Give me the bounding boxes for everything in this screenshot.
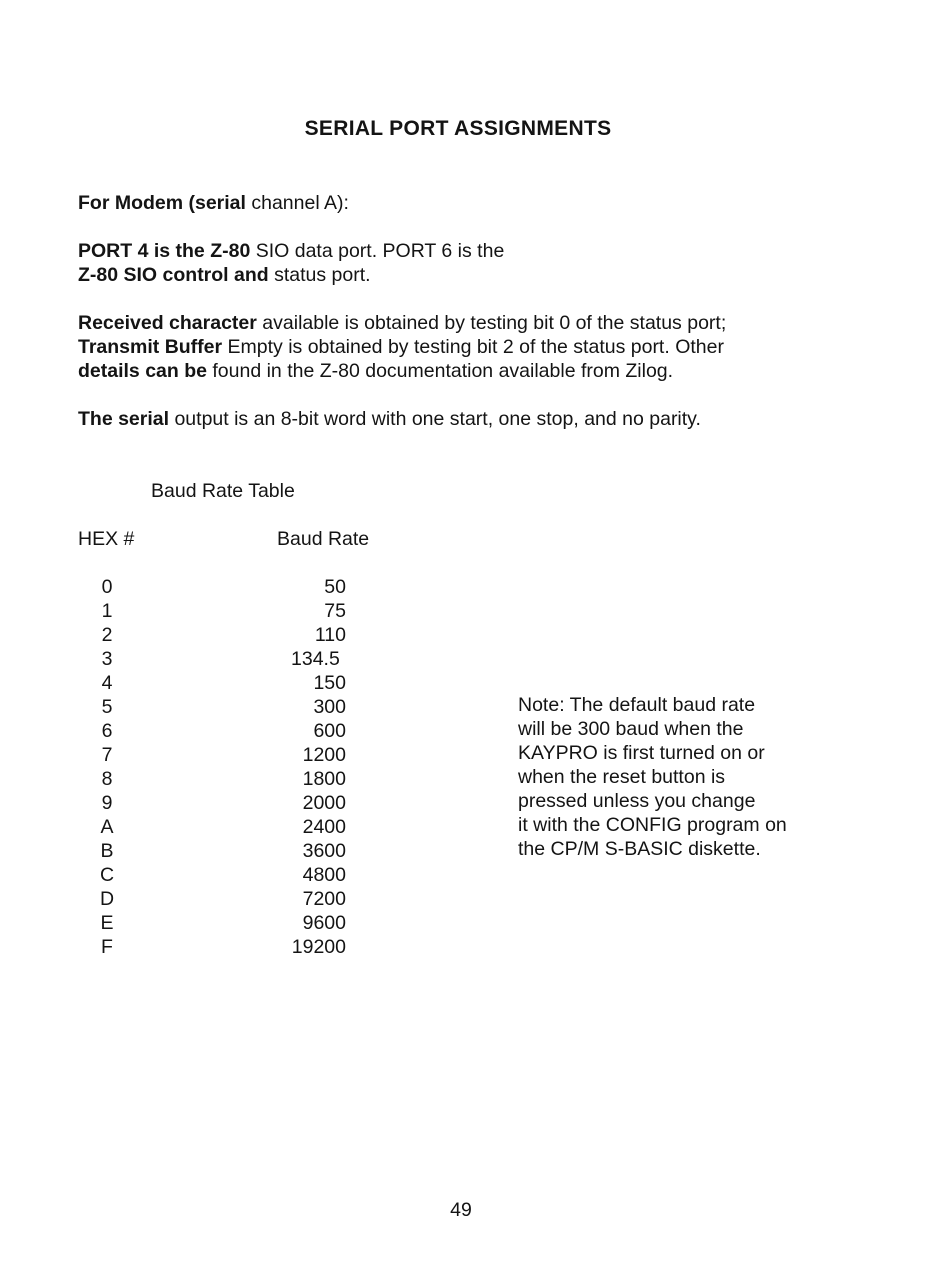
table-row bbox=[78, 791, 378, 815]
hex-cell: 0 bbox=[101, 576, 113, 598]
hex-cell: C bbox=[100, 864, 115, 886]
hex-cell: E bbox=[100, 912, 114, 934]
table-row bbox=[78, 935, 378, 959]
baud-cell: 134.5 bbox=[291, 648, 340, 670]
note-line: it with the CONFIG program on bbox=[518, 814, 787, 836]
table-row bbox=[78, 887, 378, 911]
table-row bbox=[78, 575, 378, 599]
page-number: 49 bbox=[450, 1199, 472, 1221]
modem-heading-rest: channel A): bbox=[245, 192, 349, 214]
baud-cell: 9600 bbox=[302, 912, 346, 934]
baud-cell: 4800 bbox=[302, 864, 346, 886]
baud-cell: 75 bbox=[324, 600, 346, 622]
hex-cell: D bbox=[100, 888, 115, 910]
note-line: the CP/M S-BASIC diskette. bbox=[518, 838, 761, 860]
hex-cell: 1 bbox=[101, 600, 113, 622]
hex-cell: F bbox=[101, 936, 113, 958]
baud-cell: 150 bbox=[313, 672, 346, 694]
baud-cell: 19200 bbox=[291, 936, 346, 958]
modem-heading bbox=[78, 191, 848, 215]
table-row bbox=[78, 911, 378, 935]
serial-output-rest: output is an 8-bit word with one start, one stop, and no parity. bbox=[169, 408, 701, 430]
ports-line-1-rest: SIO data port. PORT 6 is the bbox=[250, 240, 505, 262]
status-line-1 bbox=[78, 311, 848, 335]
page-title: SERIAL PORT ASSIGNMENTS bbox=[304, 117, 612, 140]
baud-cell: 50 bbox=[324, 576, 346, 598]
table-row bbox=[78, 671, 378, 695]
baud-cell: 600 bbox=[313, 720, 346, 742]
baud-cell: 7200 bbox=[302, 888, 346, 910]
hex-cell: 7 bbox=[101, 744, 113, 766]
hex-cell: 8 bbox=[101, 768, 113, 790]
hex-cell: A bbox=[100, 816, 114, 838]
table-row bbox=[78, 767, 378, 791]
table-row bbox=[78, 719, 378, 743]
baud-table-caption: Baud Rate Table bbox=[151, 480, 295, 502]
ports-line-2-rest: status port. bbox=[268, 264, 371, 286]
status-line-2-bold: Transmit Buffer bbox=[78, 336, 223, 358]
hex-column-header: HEX # bbox=[78, 528, 135, 550]
note-line: will be 300 baud when the bbox=[518, 718, 744, 740]
note-line: KAYPRO is first turned on or bbox=[518, 742, 765, 764]
modem-heading-bold: For Modem (serial bbox=[78, 192, 246, 214]
default-baud-note bbox=[518, 693, 838, 861]
ports-line-2-bold: Z-80 SIO control and bbox=[78, 264, 269, 286]
status-line-1-bold: Received character bbox=[78, 312, 257, 334]
hex-cell: B bbox=[100, 840, 114, 862]
baud-cell: 1800 bbox=[302, 768, 346, 790]
baud-cell: 3600 bbox=[302, 840, 346, 862]
status-line-3-rest: found in the Z-80 documentation available from Zilog. bbox=[206, 360, 674, 382]
baud-cell: 300 bbox=[313, 696, 346, 718]
baud-cell: 110 bbox=[314, 624, 346, 646]
note-line: when the reset button is bbox=[518, 766, 726, 788]
table-row bbox=[78, 863, 378, 887]
table-row bbox=[78, 623, 378, 647]
note-line: pressed unless you change bbox=[518, 790, 756, 812]
table-row bbox=[78, 815, 378, 839]
hex-cell: 9 bbox=[101, 792, 113, 814]
table-row bbox=[78, 647, 378, 671]
baud-cell: 2400 bbox=[302, 816, 346, 838]
hex-cell: 4 bbox=[101, 672, 113, 694]
table-row bbox=[78, 743, 378, 767]
serial-output-paragraph bbox=[78, 407, 848, 431]
serial-output-bold: The serial bbox=[78, 408, 170, 430]
status-line-3-bold: details can be bbox=[78, 360, 207, 382]
status-line-1-rest: available is obtained by testing bit 0 of the status port; bbox=[256, 312, 727, 334]
ports-line-1-bold: PORT 4 is the Z-80 bbox=[78, 240, 251, 262]
table-row bbox=[78, 599, 378, 623]
note-line: Note: The default baud rate bbox=[518, 694, 756, 716]
status-line-2 bbox=[78, 335, 848, 359]
status-line-2-rest: Empty is obtained by testing bit 2 of the status port. Other bbox=[222, 336, 724, 358]
hex-cell: 3 bbox=[101, 648, 113, 670]
baud-cell: 1200 bbox=[302, 744, 346, 766]
hex-cell: 5 bbox=[101, 696, 113, 718]
table-row bbox=[78, 695, 378, 719]
status-bits-paragraph bbox=[78, 311, 848, 383]
baud-column-header: Baud Rate bbox=[277, 528, 370, 550]
ports-paragraph bbox=[78, 239, 848, 287]
baud-rate-table bbox=[78, 575, 378, 959]
hex-cell: 6 bbox=[101, 720, 113, 742]
ports-line-1 bbox=[78, 239, 848, 263]
ports-line-2 bbox=[78, 263, 848, 287]
status-line-3 bbox=[78, 359, 848, 383]
table-row bbox=[78, 839, 378, 863]
baud-cell: 2000 bbox=[302, 792, 346, 814]
hex-cell: 2 bbox=[101, 624, 113, 646]
